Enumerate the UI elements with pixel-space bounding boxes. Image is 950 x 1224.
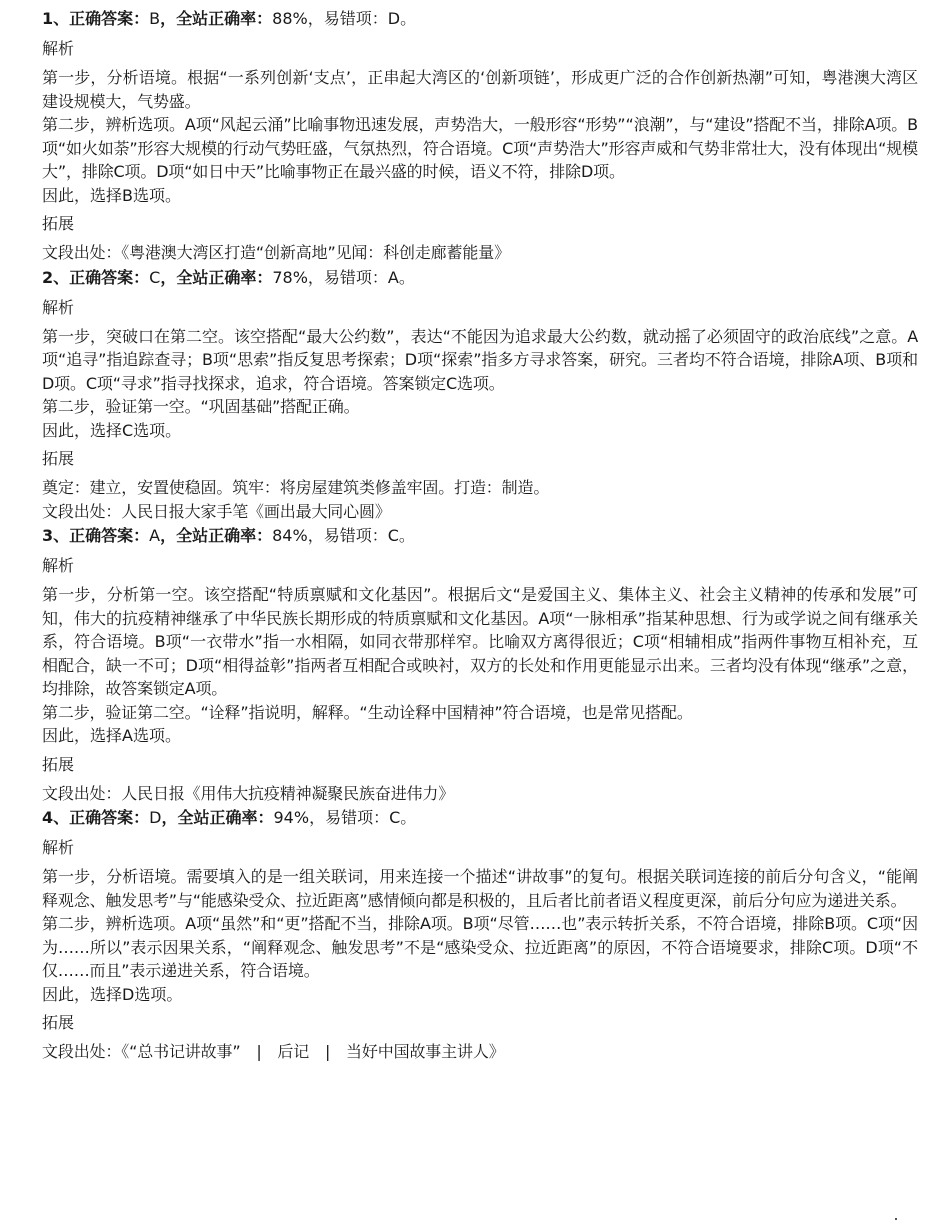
extension-source: 文段出处：人民日报《用伟大抗疫精神凝聚民族奋进伟力》 (42, 783, 455, 803)
extension-heading: 拓展 (42, 754, 75, 774)
accuracy-value: 84% (272, 526, 308, 545)
extension-heading: 拓展 (42, 449, 75, 468)
analysis-step-1: 第一步，分析语境。需要填入的是一组关联词，用来连接一个描述“讲故事”的复句。根据关联词连接的前后分句含义，“能阐释观念、触发思考”与“能感染受众、拉近距离”感情倾向都是积极的，且后者比前者语义程度更深，前后分句应为递进关系。 (42, 867, 918, 910)
end-mark: 。 (400, 808, 417, 827)
answer-label: 、正确答案： (53, 526, 150, 545)
question-4 (42, 805, 918, 1064)
answer-explanation-document (42, 6, 918, 1064)
extension-source: 文段出处：人民日报大家手笔《画出最大同心圆》 (42, 501, 391, 521)
wrong-label: ，易错项： (307, 526, 388, 545)
analysis-step-1: 第一步，突破口在第二空。该空搭配“最大公约数”，表达“不能因为追求最大公约数，就动摇了必须固守的政治底线”之意。A项“追寻”指追踪查寻；B项“思索”指反复思考探索；D项“探索”指多方寻求答案，研究。三者均不符合语境，排除A项、B项和D项。C项“寻求”指寻找探求，追求，符合语境。答案锁定C选项。 (42, 326, 918, 393)
correct-answer: B (149, 9, 161, 28)
wrong-label: ，易错项： (309, 808, 390, 827)
analysis-step-1: 第一步，分析语境。根据“一系列创新‘支点’，正串起大湾区的‘创新项链’，形成更广泛的合作创新热潮”可知，粤港澳大湾区建设规模大，气势盛。 (42, 68, 918, 111)
question-number: 4 (42, 808, 54, 827)
wrong-option: C (387, 526, 399, 545)
question-1 (42, 6, 918, 265)
question-number: 1 (42, 9, 54, 28)
analysis-step-2: 第二步，验证第一空。“巩固基础”搭配正确。 (42, 397, 360, 416)
question-number: 2 (42, 267, 54, 287)
accuracy-label: ，全站正确率： (161, 808, 274, 827)
extension-heading: 拓展 (42, 214, 75, 233)
extension-source: 文段出处：《粤港澳大湾区打造“创新高地”见闻：科创走廊蓄能量》 (42, 243, 510, 262)
wrong-option: A (387, 267, 399, 287)
question-3 (42, 523, 918, 805)
accuracy-value: 94% (273, 808, 310, 827)
question-number: 3 (42, 526, 54, 545)
analysis-conclusion: 因此，选择A选项。 (42, 726, 181, 745)
end-mark: 。 (398, 526, 415, 545)
analysis-heading: 解析 (42, 297, 75, 317)
analysis-step-2: 第二步，辨析选项。A项“风起云涌”比喻事物迅速发展，声势浩大，一般形容“形势”“浪潮”，与“建设”搭配不当，排除A项。B项“如火如荼”形容大规模的行动气势旺盛，气氛热烈，符合语境。C项“声势浩大”形容声威和气势非常壮大，没有体现出“规模大”，排除C项。D项“如日中天”比喻事物正在最兴盛的时候，语义不符，排除D项。 (42, 115, 918, 181)
accuracy-label: ，全站正确率： (160, 526, 273, 545)
question-4-header (42, 805, 918, 831)
answer-label: 、正确答案： (53, 9, 150, 28)
analysis-heading: 解析 (42, 838, 75, 857)
accuracy-label: ，全站正确率： (160, 267, 273, 287)
analysis-heading: 解析 (42, 39, 75, 58)
analysis-step-2: 第二步，验证第二空。“诠释”指说明，解释。“生动诠释中国精神”符合语境，也是常见搭配。 (42, 702, 693, 722)
answer-label: 、正确答案： (53, 267, 150, 287)
correct-answer: A (149, 526, 161, 545)
wrong-option: D (387, 9, 401, 28)
end-mark: 。 (398, 267, 415, 287)
question-2 (42, 265, 918, 524)
wrong-label: ，易错项： (307, 267, 388, 287)
analysis-step-1: 第一步，分析第一空。该空搭配“特质禀赋和文化基因”。根据后文“是爱国主义、集体主义、社会主义精神的传承和发展”可知，伟大的抗疫精神继承了中华民族长期形成的特质禀赋和文化基因。A项“一脉相承”指某种思想、行为或学说之间有继承关系，符合语境。B项“一衣带水”指一水相隔，如同衣带那样窄。比喻双方离得很近；C项“相辅相成”指两件事物互相补充，互相配合，缺一不可；D项“相得益彰”指两者互相配合或映衬，双方的长处和作用更能显示出来。三者均没有体现“继承”之意，均排除，故答案锁定A项。 (42, 585, 918, 698)
answer-label: 、正确答案： (53, 808, 150, 827)
accuracy-label: ，全站正确率： (160, 9, 273, 28)
wrong-option: C (389, 808, 401, 827)
correct-answer: D (149, 808, 162, 827)
extension-source: 文段出处：《“总书记讲故事” | 后记 | 当好中国故事主讲人》 (42, 1042, 505, 1061)
analysis-conclusion: 因此，选择D选项。 (42, 984, 183, 1004)
correct-answer: C (149, 267, 161, 287)
accuracy-value: 78% (272, 267, 308, 287)
end-mark: 。 (400, 9, 417, 28)
question-1-header (42, 6, 918, 32)
analysis-step-2: 第二步，辨析选项。A项“虽然”和“更”搭配不当，排除A项。B项“尽管……也”表示转折关系，不符合语境，排除B项。C项“因为……所以”表示因果关系，“阐释观念、触发思考”不是“感染受众、拉近距离”的原因，不符合语境要求，排除C项。D项“不仅……而且”表示递进关系，符合语境。 (42, 914, 918, 980)
analysis-heading: 解析 (42, 556, 75, 575)
extension-definitions: 奠定：建立，安置使稳固。筑牢：将房屋建筑类修盖牢固。打造：制造。 (42, 478, 550, 497)
extension-heading: 拓展 (42, 1013, 75, 1032)
analysis-conclusion: 因此，选择B选项。 (42, 185, 181, 205)
analysis-conclusion: 因此，选择C选项。 (42, 420, 182, 440)
accuracy-value: 88% (272, 9, 308, 28)
question-3-header (42, 523, 918, 549)
question-2-header (42, 265, 918, 291)
stray-dot (895, 1218, 897, 1220)
wrong-label: ，易错项： (307, 9, 388, 28)
